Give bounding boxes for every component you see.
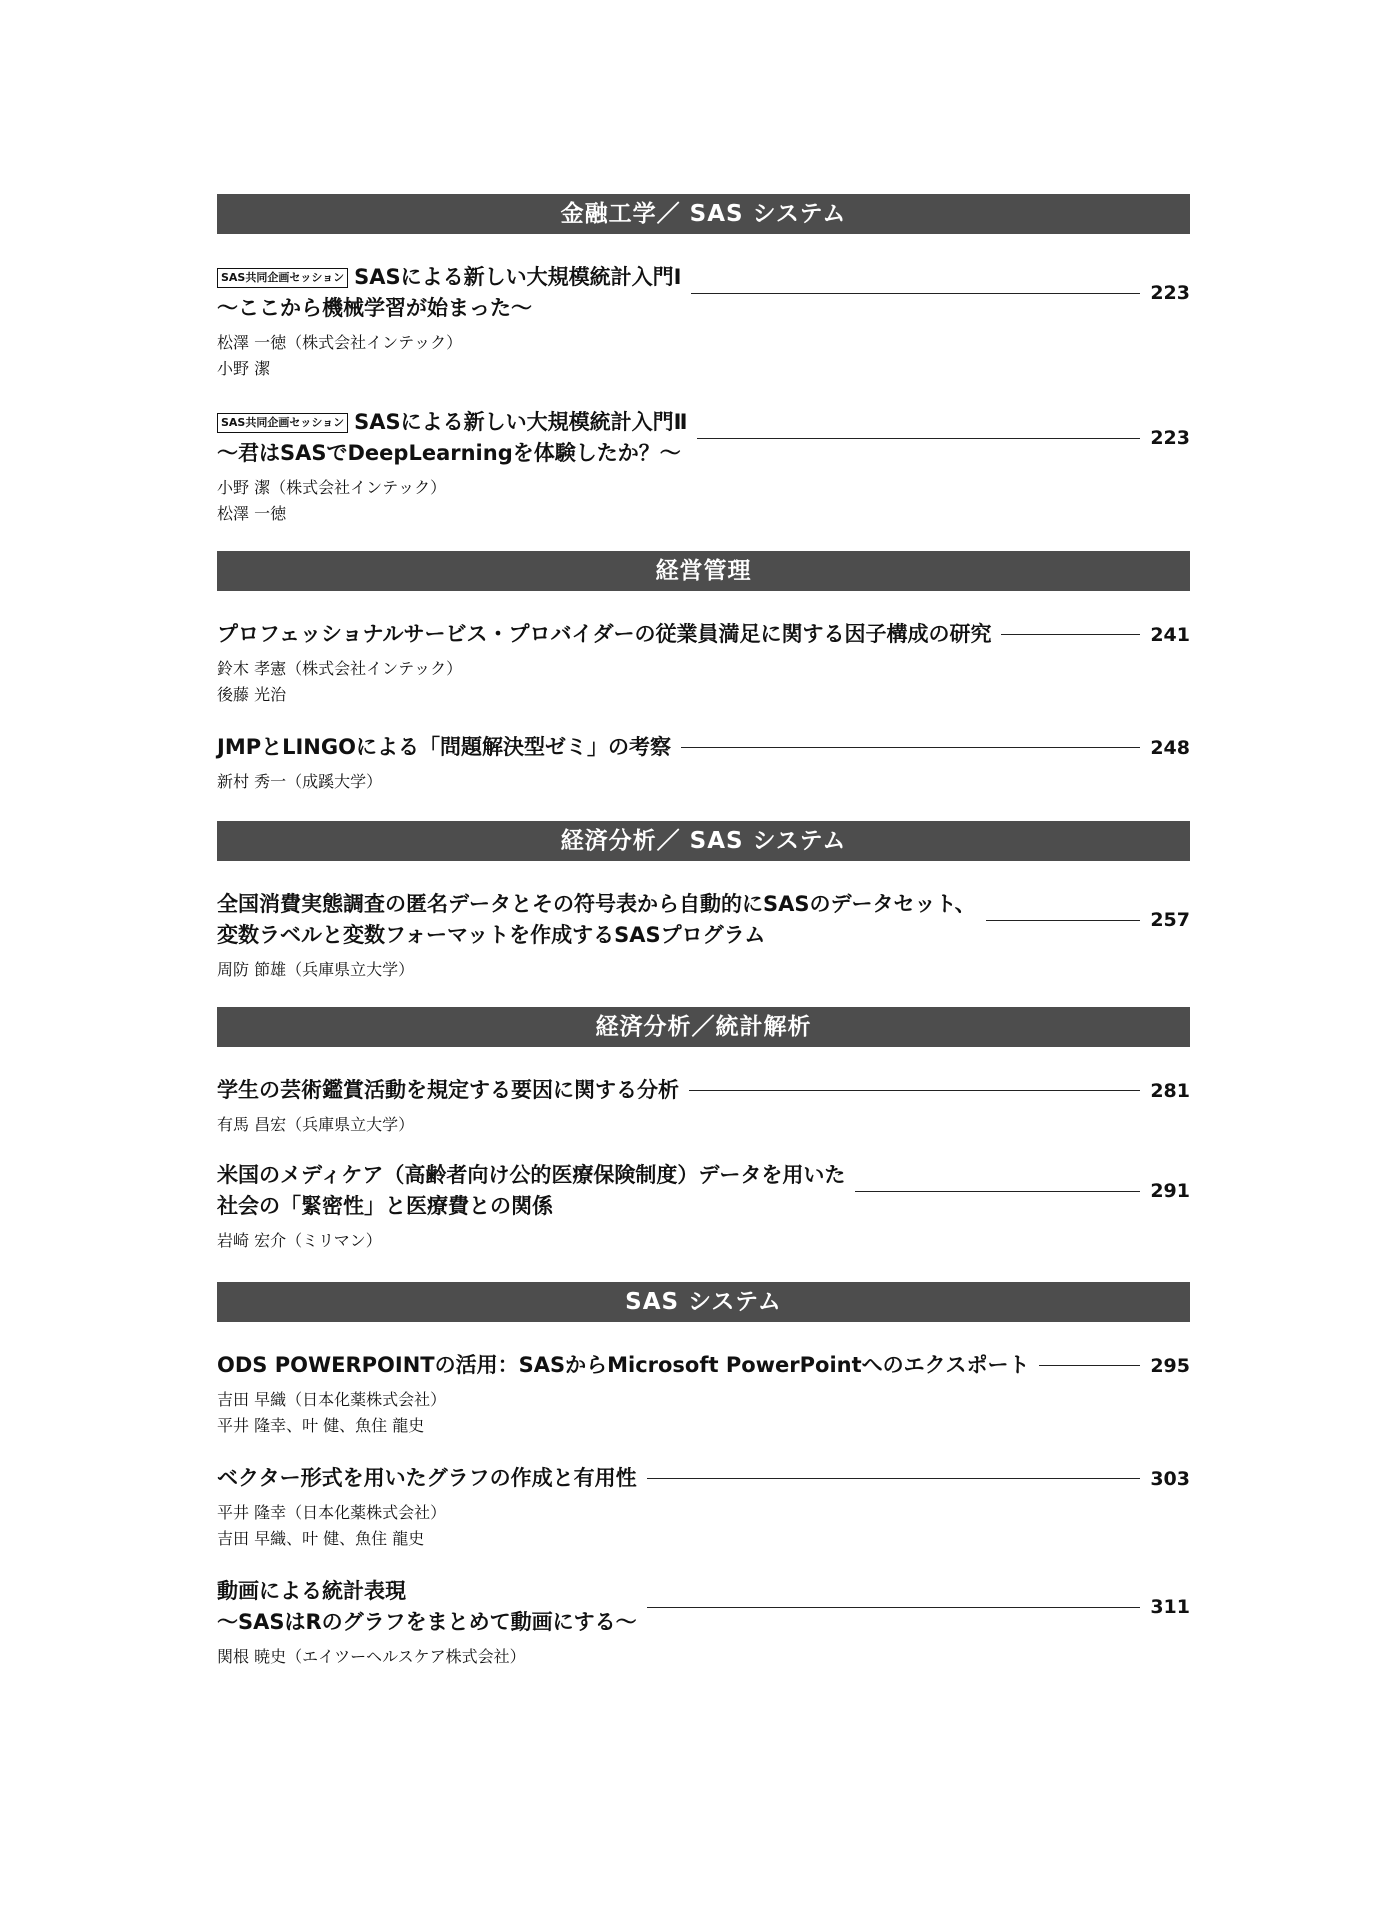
entry-title: JMPとLINGOによる「問題解決型ゼミ」の考察 [217, 735, 671, 759]
dot-leader [1039, 1365, 1140, 1366]
section-management [217, 551, 1190, 795]
author: 鈴木 孝憲（株式会社インテック） [217, 659, 463, 678]
table-of-contents [217, 194, 1190, 1670]
toc-entry[interactable] [217, 262, 1190, 382]
toc-entry[interactable] [217, 889, 1190, 983]
authors [217, 475, 1190, 527]
session-tag: SAS共同企画セッション [217, 413, 348, 433]
author: 岩崎 宏介（ミリマン） [217, 1231, 382, 1250]
toc-entry[interactable] [217, 1160, 1190, 1254]
page-number: 248 [1150, 736, 1190, 759]
section-title: SAS システム [217, 1282, 1190, 1322]
authors [217, 330, 1190, 382]
authors [217, 1387, 1190, 1439]
dot-leader [691, 293, 1140, 294]
author: 平井 隆幸（日本化薬株式会社） [217, 1503, 447, 1522]
dot-leader [986, 920, 1140, 921]
entry-title: SAS共同企画セッション SASによる新しい大規模統計入門Ⅰ 〜ここから機械学習が始まった〜 [217, 265, 682, 320]
author: 吉田 早織、叶 健、魚住 龍史 [217, 1529, 425, 1548]
toc-entry[interactable] [217, 1075, 1190, 1138]
entry-title: ODS POWERPOINTの活用：SASからMicrosoft PowerPointへのエクスポート [217, 1353, 1030, 1377]
author: 新村 秀一（成蹊大学） [217, 772, 383, 791]
toc-entry[interactable] [217, 1350, 1190, 1439]
dot-leader [697, 438, 1140, 439]
author: 小野 潔（株式会社インテック） [217, 478, 447, 497]
author: 吉田 早織（日本化薬株式会社） [217, 1390, 447, 1409]
toc-entry[interactable] [217, 407, 1190, 527]
dot-leader [689, 1090, 1140, 1091]
author: 周防 節雄（兵庫県立大学） [217, 960, 415, 979]
author: 関根 暁史（エイツーヘルスケア株式会社） [217, 1647, 526, 1666]
authors [217, 1112, 1190, 1138]
page-number: 311 [1150, 1596, 1190, 1618]
page-number: 257 [1150, 909, 1190, 931]
entry-title: 全国消費実態調査の匿名データとその符号表から自動的にSASのデータセット、 変数ラベルと変数フォーマットを作成するSASプログラム [217, 892, 976, 947]
toc-entry[interactable] [217, 1463, 1190, 1552]
page-number: 295 [1150, 1354, 1190, 1377]
toc-entry[interactable] [217, 1576, 1190, 1670]
section-sas-system [217, 1282, 1190, 1670]
dot-leader [647, 1607, 1140, 1608]
toc-entry[interactable] [217, 619, 1190, 708]
session-tag: SAS共同企画セッション [217, 268, 348, 288]
page-number: 303 [1150, 1467, 1190, 1490]
authors [217, 957, 1190, 983]
author: 平井 隆幸、叶 健、魚住 龍史 [217, 1416, 425, 1435]
dot-leader [647, 1478, 1140, 1479]
section-title: 経営管理 [217, 551, 1190, 591]
authors [217, 769, 1190, 795]
section-financial-engineering [217, 194, 1190, 527]
dot-leader [1001, 634, 1140, 635]
page-number: 223 [1150, 282, 1190, 304]
entry-title: ベクター形式を用いたグラフの作成と有用性 [217, 1466, 637, 1490]
dot-leader [855, 1191, 1140, 1192]
entry-title: 動画による統計表現 〜SASはRのグラフをまとめて動画にする〜 [217, 1579, 637, 1634]
section-economic-analysis-statistics [217, 1007, 1190, 1254]
page-number: 241 [1150, 623, 1190, 646]
entry-title: SAS共同企画セッション SASによる新しい大規模統計入門Ⅱ 〜君はSASでDeepLearningを体験したか？〜 [217, 410, 688, 465]
toc-entry[interactable] [217, 732, 1190, 795]
section-economic-analysis-sas [217, 821, 1190, 983]
authors [217, 1228, 1190, 1254]
author: 松澤 一徳（株式会社インテック） [217, 333, 463, 352]
authors [217, 1644, 1190, 1670]
author: 小野 潔 [217, 359, 271, 378]
authors [217, 1500, 1190, 1552]
entry-title: 学生の芸術鑑賞活動を規定する要因に関する分析 [217, 1078, 679, 1102]
section-title: 金融工学／ SAS システム [217, 194, 1190, 234]
entry-title: プロフェッショナルサービス・プロバイダーの従業員満足に関する因子構成の研究 [217, 622, 992, 646]
author: 有馬 昌宏（兵庫県立大学） [217, 1115, 415, 1134]
entry-title: 米国のメディケア（高齢者向け公的医療保険制度）データを用いた 社会の「緊密性」と医療費との関係 [217, 1163, 846, 1218]
dot-leader [681, 747, 1140, 748]
authors [217, 656, 1190, 708]
page-number: 291 [1150, 1180, 1190, 1202]
author: 後藤 光治 [217, 685, 287, 704]
page-number: 223 [1150, 427, 1190, 449]
author: 松澤 一徳 [217, 504, 287, 523]
section-title: 経済分析／ SAS システム [217, 821, 1190, 861]
page-number: 281 [1150, 1079, 1190, 1102]
section-title: 経済分析／統計解析 [217, 1007, 1190, 1047]
